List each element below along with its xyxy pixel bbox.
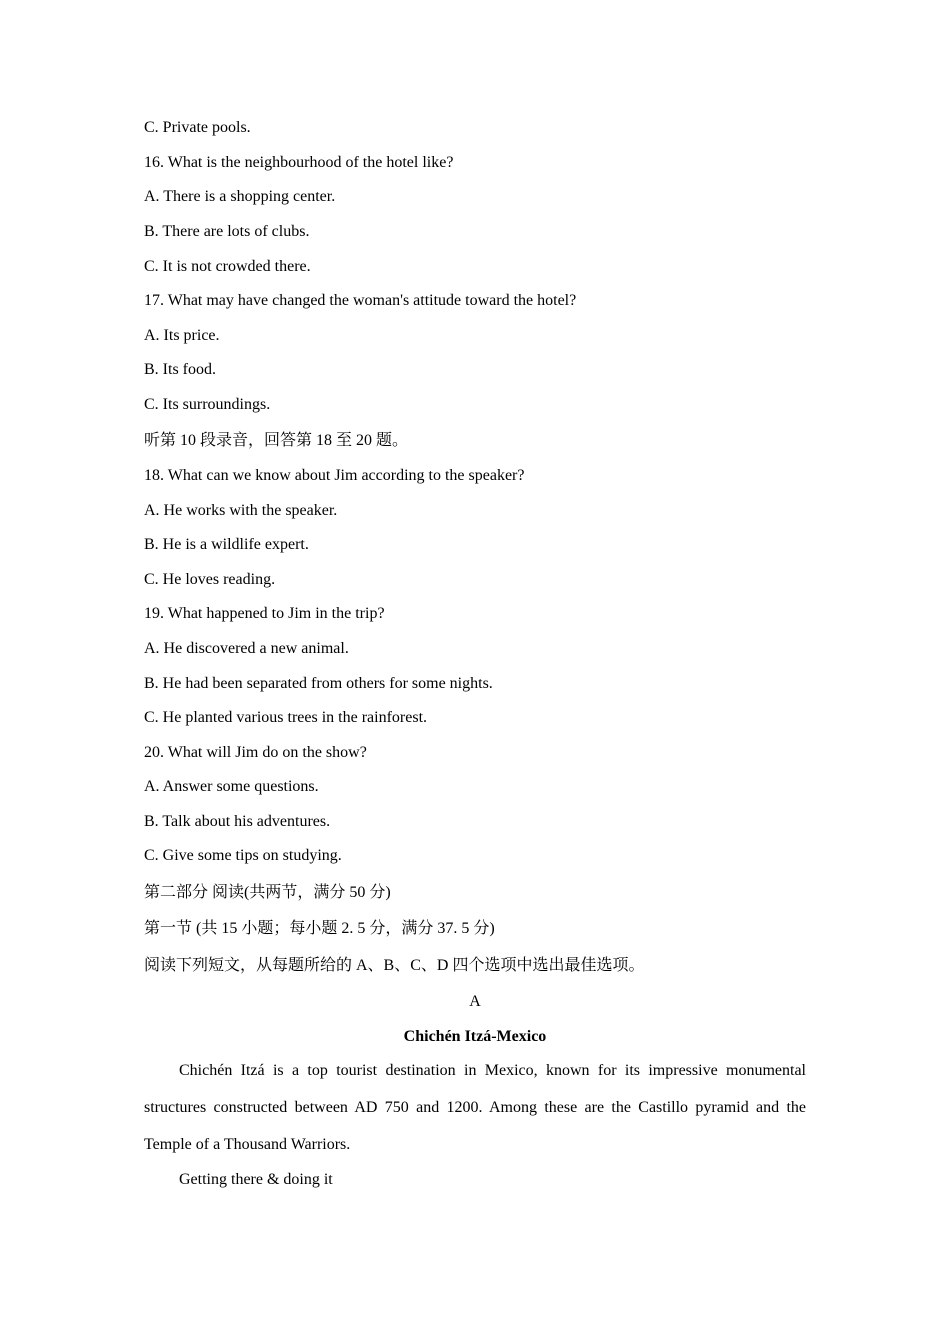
part-two-heading: 第二部分 阅读(共两节，满分 50 分) xyxy=(144,884,391,901)
option-19b: B. He had been separated from others for some nights. xyxy=(144,675,493,692)
option-17b: B. Its food. xyxy=(144,361,216,378)
option-20b: B. Talk about his adventures. xyxy=(144,813,331,830)
section-instruction-10: 听第 10 段录音，回答第 18 至 20 题。 xyxy=(144,432,409,449)
option-16b: B. There are lots of clubs. xyxy=(144,223,310,240)
passage-paragraph: Chichén Itzá is a top tourist destination in Mexico, known for its impressive monumental structures constructed between AD 750 and 1200. Among these are the Castillo pyramid and the Temple of a Thousand Warriors. xyxy=(144,1062,806,1153)
option-16c: C. It is not crowded there. xyxy=(144,258,311,275)
option-20c: C. Give some tips on studying. xyxy=(144,847,342,864)
option-18c: C. He loves reading. xyxy=(144,571,276,588)
option-20a: A. Answer some questions. xyxy=(144,778,319,795)
section-one-heading: 第一节 (共 15 小题；每小题 2. 5 分，满分 37. 5 分) xyxy=(144,920,495,937)
option-18b: B. He is a wildlife expert. xyxy=(144,536,309,553)
option-15c: C. Private pools. xyxy=(144,119,251,136)
question-17: 17. What may have changed the woman's attitude toward the hotel? xyxy=(144,292,577,309)
option-18a: A. He works with the speaker. xyxy=(144,502,338,519)
question-20: 20. What will Jim do on the show? xyxy=(144,744,367,761)
reading-instruction: 阅读下列短文，从每题所给的 A、B、C、D 四个选项中选出最佳选项。 xyxy=(144,957,645,974)
question-18: 18. What can we know about Jim according to the speaker? xyxy=(144,467,525,484)
option-17c: C. Its surroundings. xyxy=(144,396,271,413)
option-19a: A. He discovered a new animal. xyxy=(144,640,349,657)
question-19: 19. What happened to Jim in the trip? xyxy=(144,605,385,622)
option-19c: C. He planted various trees in the rainforest. xyxy=(144,709,428,726)
passage-title: Chichén Itzá-Mexico xyxy=(403,1028,547,1045)
question-16: 16. What is the neighbourhood of the hotel like? xyxy=(144,154,454,171)
option-17a: A. Its price. xyxy=(144,327,220,344)
option-16a: A. There is a shopping center. xyxy=(144,188,336,205)
passage-label: A xyxy=(469,993,481,1010)
passage-subheading: Getting there & doing it xyxy=(179,1171,333,1188)
